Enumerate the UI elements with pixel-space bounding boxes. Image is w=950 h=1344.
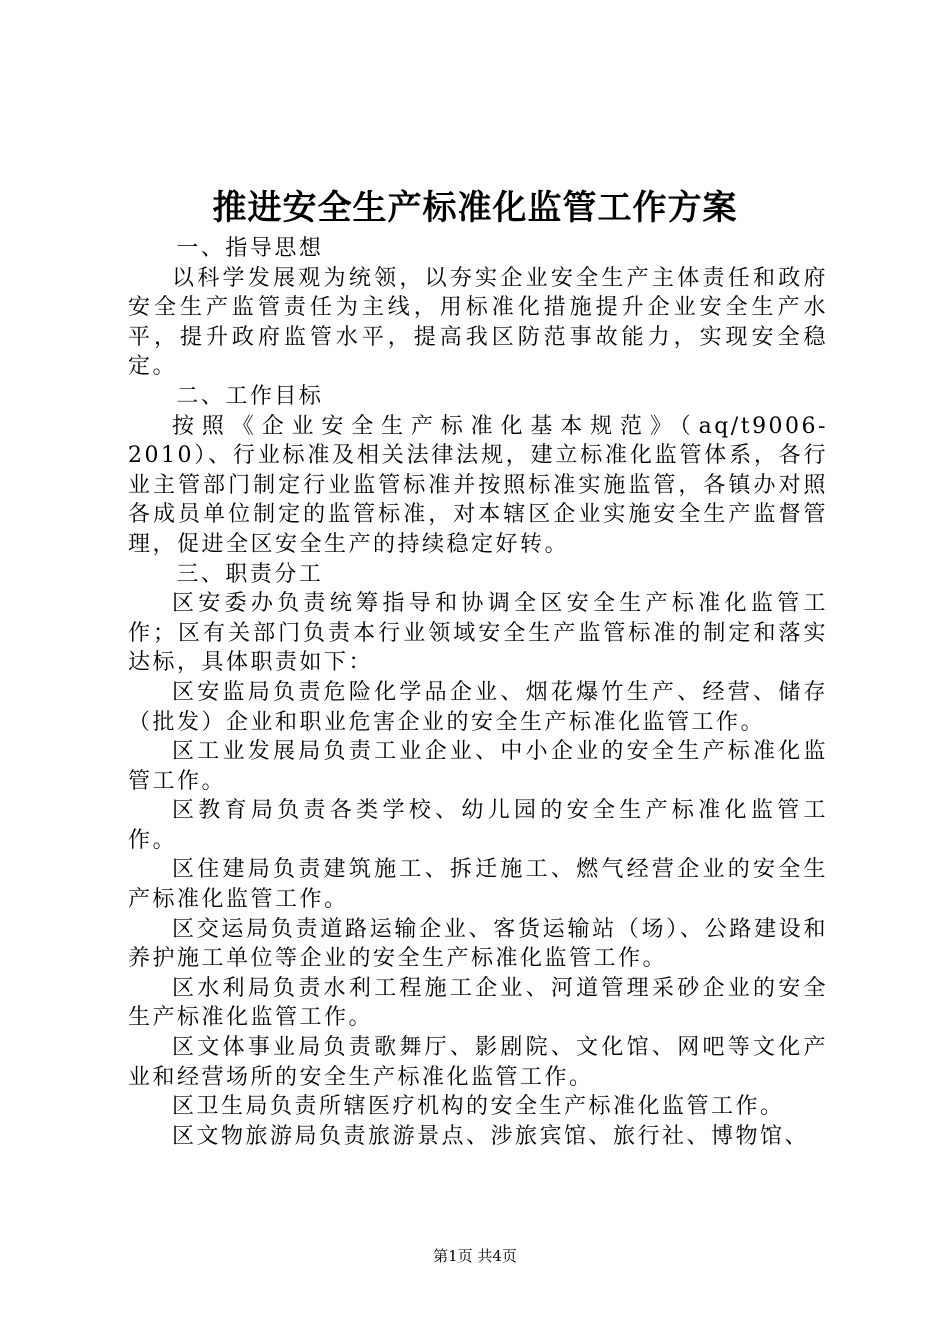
paragraph: 区住建局负责建筑施工、拆迁施工、燃气经营企业的安全生产标准化监管工作。 xyxy=(128,857,828,913)
paragraph: 区工业发展局负责工业企业、中小企业的安全生产标准化监管工作。 xyxy=(128,739,828,794)
paragraph: 区安监局负责危险化学品企业、烟花爆竹生产、经营、储存（批发）企业和职业危害企业的安全生产标准化监管工作。 xyxy=(128,679,828,735)
paragraph: 区交运局负责道路运输企业、客货运输站（场）、公路建设和养护施工单位等企业的安全生产标准化监管工作。 xyxy=(128,916,828,972)
paragraph: 以科学发展观为统领，以夯实企业安全生产主体责任和政府安全生产监管责任为主线，用标准化措施提升企业安全生产水平，提升政府监管水平，提高我区防范事故能力，实现安全稳定。 xyxy=(128,265,828,380)
document-title: 推进安全生产标准化监管工作方案 xyxy=(212,188,738,228)
paragraph: 区卫生局负责所辖医疗机构的安全生产标准化监管工作。 xyxy=(172,1094,785,1120)
section-heading: 三、职责分工 xyxy=(176,561,324,587)
page-number-footer: 第1页 共4页 xyxy=(433,1247,517,1265)
section-heading: 二、工作目标 xyxy=(176,383,324,409)
paragraph: 区文体事业局负责歌舞厅、影剧院、文化馆、网吧等文化产业和经营场所的安全生产标准化监管工作。 xyxy=(128,1035,828,1090)
section-heading: 一、指导思想 xyxy=(176,236,324,261)
paragraph: 区安委办负责统筹指导和协调全区安全生产标准化监管工作；区有关部门负责本行业领域安全生产监管标准的制定和落实达标，具体职责如下： xyxy=(128,591,828,676)
paragraph: 区教育局负责各类学校、幼儿园的安全生产标准化监管工作。 xyxy=(128,798,828,853)
paragraph: 区水利局负责水利工程施工企业、河道管理采砂企业的安全生产标准化监管工作。 xyxy=(128,975,828,1031)
paragraph: 按照《企业安全生产标准化基本规范》（aq/t9006-2010）、行业标准及相关法律法规，建立标准化监管体系，各行业主管部门制定行业监管标准并按照标准实施监管，各镇办对照各成员单位制定的监管标准，对本辖区企业实施安全生产监督管理，促进全区安全生产的持续稳定好转。 xyxy=(128,413,828,557)
document-body xyxy=(128,234,828,1151)
paragraph: 区文物旅游局负责旅游景点、涉旅宾馆、旅行社、博物馆、 xyxy=(172,1123,810,1149)
